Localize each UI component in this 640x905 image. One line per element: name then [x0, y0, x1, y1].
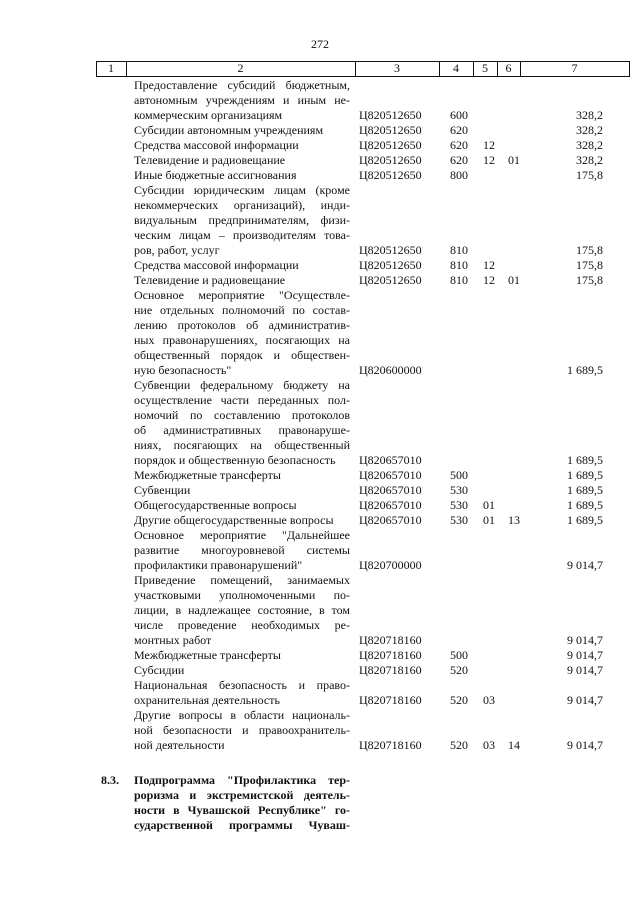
- description-line: Иные бюджетные ассигнования: [134, 168, 297, 182]
- amount: 9 014,7: [567, 558, 603, 572]
- section-code: 01: [483, 513, 495, 527]
- expense-type: 530: [450, 498, 468, 512]
- target-article-code: Ц820718160: [359, 693, 422, 707]
- expense-type: 500: [450, 468, 468, 482]
- description-line: осуществление части переданных пол-: [134, 393, 350, 407]
- target-article-code: Ц820512650: [359, 243, 422, 257]
- target-article-code: Ц820512650: [359, 258, 422, 272]
- expense-type: 530: [450, 483, 468, 497]
- table-row: [0, 528, 640, 573]
- amount: 1 689,5: [567, 483, 603, 497]
- table-row: [0, 513, 640, 528]
- header-col-4: 4: [453, 61, 459, 75]
- table-row: [0, 168, 640, 183]
- description-line: Другие вопросы в области националь-: [134, 708, 350, 722]
- expense-type: 810: [450, 258, 468, 272]
- row-description: [134, 273, 350, 288]
- target-article-code: Ц820600000: [359, 363, 422, 377]
- expense-type: 520: [450, 738, 468, 752]
- section-title-line: сударственной программы Чуваш-: [134, 818, 350, 832]
- row-description: [134, 168, 350, 183]
- amount: 328,2: [576, 108, 603, 122]
- description-line: Субсидии: [134, 663, 185, 677]
- target-article-code: Ц820512650: [359, 273, 422, 287]
- row-description: [134, 183, 350, 258]
- row-description: [134, 483, 350, 498]
- target-article-code: Ц820718160: [359, 738, 422, 752]
- section-title-line: ности в Чувашской Республике" го-: [134, 803, 350, 817]
- row-description: [134, 573, 350, 648]
- description-line: ных правонарушениях, посягающих на: [134, 333, 350, 347]
- description-line: лиции, в надлежащее состояние, в том: [134, 603, 350, 617]
- description-line: ческим лицам – производителям това-: [134, 228, 350, 242]
- description-line: Субсидии автономным учреждениям: [134, 123, 324, 137]
- target-article-code: Ц820657010: [359, 483, 422, 497]
- amount: 9 014,7: [567, 738, 603, 752]
- table-row: [0, 468, 640, 483]
- table-row: [0, 123, 640, 138]
- description-line: лению протоколов об административ-: [134, 318, 350, 332]
- amount: 328,2: [576, 123, 603, 137]
- row-description: [134, 663, 350, 678]
- header-col-2: 2: [237, 61, 244, 75]
- row-description: [134, 498, 350, 513]
- table-row: [0, 258, 640, 273]
- expense-type: 620: [450, 123, 468, 137]
- description-line: автономным учреждениям и иным не-: [134, 93, 350, 107]
- target-article-code: Ц820512650: [359, 123, 422, 137]
- subsection-code: 01: [508, 153, 520, 167]
- section-title-line: роризма и экстремистской деятель-: [134, 788, 350, 802]
- description-line: ной безопасности и правоохранитель-: [134, 723, 350, 737]
- expense-type: 810: [450, 243, 468, 257]
- description-line: ную безопасность": [134, 363, 232, 377]
- description-line: видуальным предпринимателям, физи-: [134, 213, 350, 227]
- table-row: [0, 663, 640, 678]
- subsection-code: 01: [508, 273, 520, 287]
- description-line: порядок и общественную безопасность: [134, 453, 336, 467]
- table-row: [0, 288, 640, 378]
- expense-type: 530: [450, 513, 468, 527]
- row-description: [134, 288, 350, 378]
- amount: 328,2: [576, 153, 603, 167]
- description-line: ниях, посягающих на общественный: [134, 438, 350, 452]
- amount: 1 689,5: [567, 453, 603, 467]
- section-code: 12: [483, 258, 495, 272]
- table-row: [0, 273, 640, 288]
- header-col-5: 5: [482, 61, 488, 75]
- table-row: [0, 378, 640, 468]
- table-row: [0, 183, 640, 258]
- amount: 9 014,7: [567, 663, 603, 677]
- section-code: 01: [483, 498, 495, 512]
- amount: 175,8: [576, 168, 603, 182]
- expense-type: 500: [450, 648, 468, 662]
- table-row: [0, 573, 640, 648]
- row-description: [134, 468, 350, 483]
- description-line: Основное мероприятие "Дальнейшее: [134, 528, 350, 542]
- description-line: ров, работ, услуг: [134, 243, 220, 257]
- description-line: Приведение помещений, занимаемых: [134, 573, 350, 587]
- description-line: Телевидение и радиовещание: [134, 273, 286, 287]
- target-article-code: Ц820657010: [359, 498, 422, 512]
- description-line: некоммерческих организаций), инди-: [134, 198, 350, 212]
- description-line: коммерческим организациям: [134, 108, 283, 122]
- header-col-1: 1: [108, 61, 114, 75]
- header-col-7: 7: [571, 61, 578, 75]
- description-line: участковыми уполномоченными по-: [134, 588, 350, 602]
- description-line: Субвенции: [134, 483, 191, 497]
- expense-type: 600: [450, 108, 468, 122]
- target-article-code: Ц820657010: [359, 468, 422, 482]
- row-description: [134, 678, 350, 708]
- description-line: номочий по составлению протоколов: [134, 408, 350, 422]
- amount: 9 014,7: [567, 633, 603, 647]
- description-line: Межбюджетные трансферты: [134, 468, 281, 482]
- section-title: [134, 773, 350, 833]
- expense-type: 520: [450, 663, 468, 677]
- target-article-code: Ц820700000: [359, 558, 422, 572]
- col-divider: [629, 61, 630, 76]
- target-article-code: Ц820512650: [359, 138, 422, 152]
- description-line: Субвенции федеральному бюджету на: [134, 378, 350, 392]
- amount: 1 689,5: [567, 498, 603, 512]
- description-line: развитие многоуровневой системы: [134, 543, 350, 557]
- table-row: [0, 138, 640, 153]
- description-line: числе проведение необходимых ре-: [134, 618, 350, 632]
- table-row: [0, 153, 640, 168]
- amount: 9 014,7: [567, 693, 603, 707]
- description-line: ной деятельности: [134, 738, 225, 752]
- description-line: общественный порядок и обществен-: [134, 348, 350, 362]
- section-code: 12: [483, 273, 495, 287]
- row-description: [134, 123, 350, 138]
- description-line: Основное мероприятие "Осуществле-: [134, 288, 350, 302]
- table-row: [0, 483, 640, 498]
- target-article-code: Ц820512650: [359, 108, 422, 122]
- section-code: 03: [483, 738, 495, 752]
- description-line: Средства массовой информации: [134, 258, 299, 272]
- description-line: Общегосударственные вопросы: [134, 498, 297, 512]
- table-row: [0, 708, 640, 753]
- expense-type: 620: [450, 138, 468, 152]
- section-code: 12: [483, 153, 495, 167]
- description-line: профилактики правонарушений": [134, 558, 303, 572]
- amount: 175,8: [576, 258, 603, 272]
- target-article-code: Ц820512650: [359, 168, 422, 182]
- row-description: [134, 528, 350, 573]
- target-article-code: Ц820718160: [359, 633, 422, 647]
- section-title-line: Подпрограмма "Профилактика тер-: [134, 773, 350, 787]
- description-line: Телевидение и радиовещание: [134, 153, 286, 167]
- section-number: 8.3.: [101, 773, 119, 787]
- page-number: 272: [311, 37, 329, 51]
- expense-type: 620: [450, 153, 468, 167]
- section-code: 03: [483, 693, 495, 707]
- description-line: Средства массовой информации: [134, 138, 299, 152]
- subsection-code: 14: [508, 738, 520, 752]
- row-description: [134, 648, 350, 663]
- amount: 175,8: [576, 243, 603, 257]
- description-line: об административных правонаруше-: [134, 423, 350, 437]
- header-col-3: 3: [394, 61, 400, 75]
- row-description: [134, 78, 350, 123]
- description-line: Межбюджетные трансферты: [134, 648, 281, 662]
- row-description: [134, 258, 350, 273]
- subsection-code: 13: [508, 513, 520, 527]
- table-row: [0, 648, 640, 663]
- table-row: [0, 78, 640, 123]
- row-description: [134, 138, 350, 153]
- description-line: охранительная деятельность: [134, 693, 280, 707]
- expense-type: 520: [450, 693, 468, 707]
- amount: 1 689,5: [567, 363, 603, 377]
- row-description: [134, 708, 350, 753]
- expense-type: 800: [450, 168, 468, 182]
- description-line: Другие общегосударственные вопросы: [134, 513, 334, 527]
- amount: 1 689,5: [567, 513, 603, 527]
- amount: 1 689,5: [567, 468, 603, 482]
- description-line: ние отдельных полномочий по состав-: [134, 303, 350, 317]
- target-article-code: Ц820718160: [359, 663, 422, 677]
- expense-type: 810: [450, 273, 468, 287]
- target-article-code: Ц820657010: [359, 513, 422, 527]
- amount: 9 014,7: [567, 648, 603, 662]
- target-article-code: Ц820657010: [359, 453, 422, 467]
- header-col-6: 6: [505, 61, 512, 75]
- table-header: [96, 61, 630, 76]
- table-row: [0, 498, 640, 513]
- description-line: Субсидии юридическим лицам (кроме: [134, 183, 350, 197]
- row-description: [134, 153, 350, 168]
- header-bottom-rule: [96, 76, 630, 77]
- description-line: Предоставление субсидий бюджетным,: [134, 78, 350, 92]
- description-line: Национальная безопасность и право-: [134, 678, 350, 692]
- section-code: 12: [483, 138, 495, 152]
- target-article-code: Ц820718160: [359, 648, 422, 662]
- amount: 175,8: [576, 273, 603, 287]
- row-description: [134, 378, 350, 468]
- description-line: монтных работ: [134, 633, 212, 647]
- target-article-code: Ц820512650: [359, 153, 422, 167]
- row-description: [134, 513, 350, 528]
- table-row: [0, 678, 640, 708]
- amount: 328,2: [576, 138, 603, 152]
